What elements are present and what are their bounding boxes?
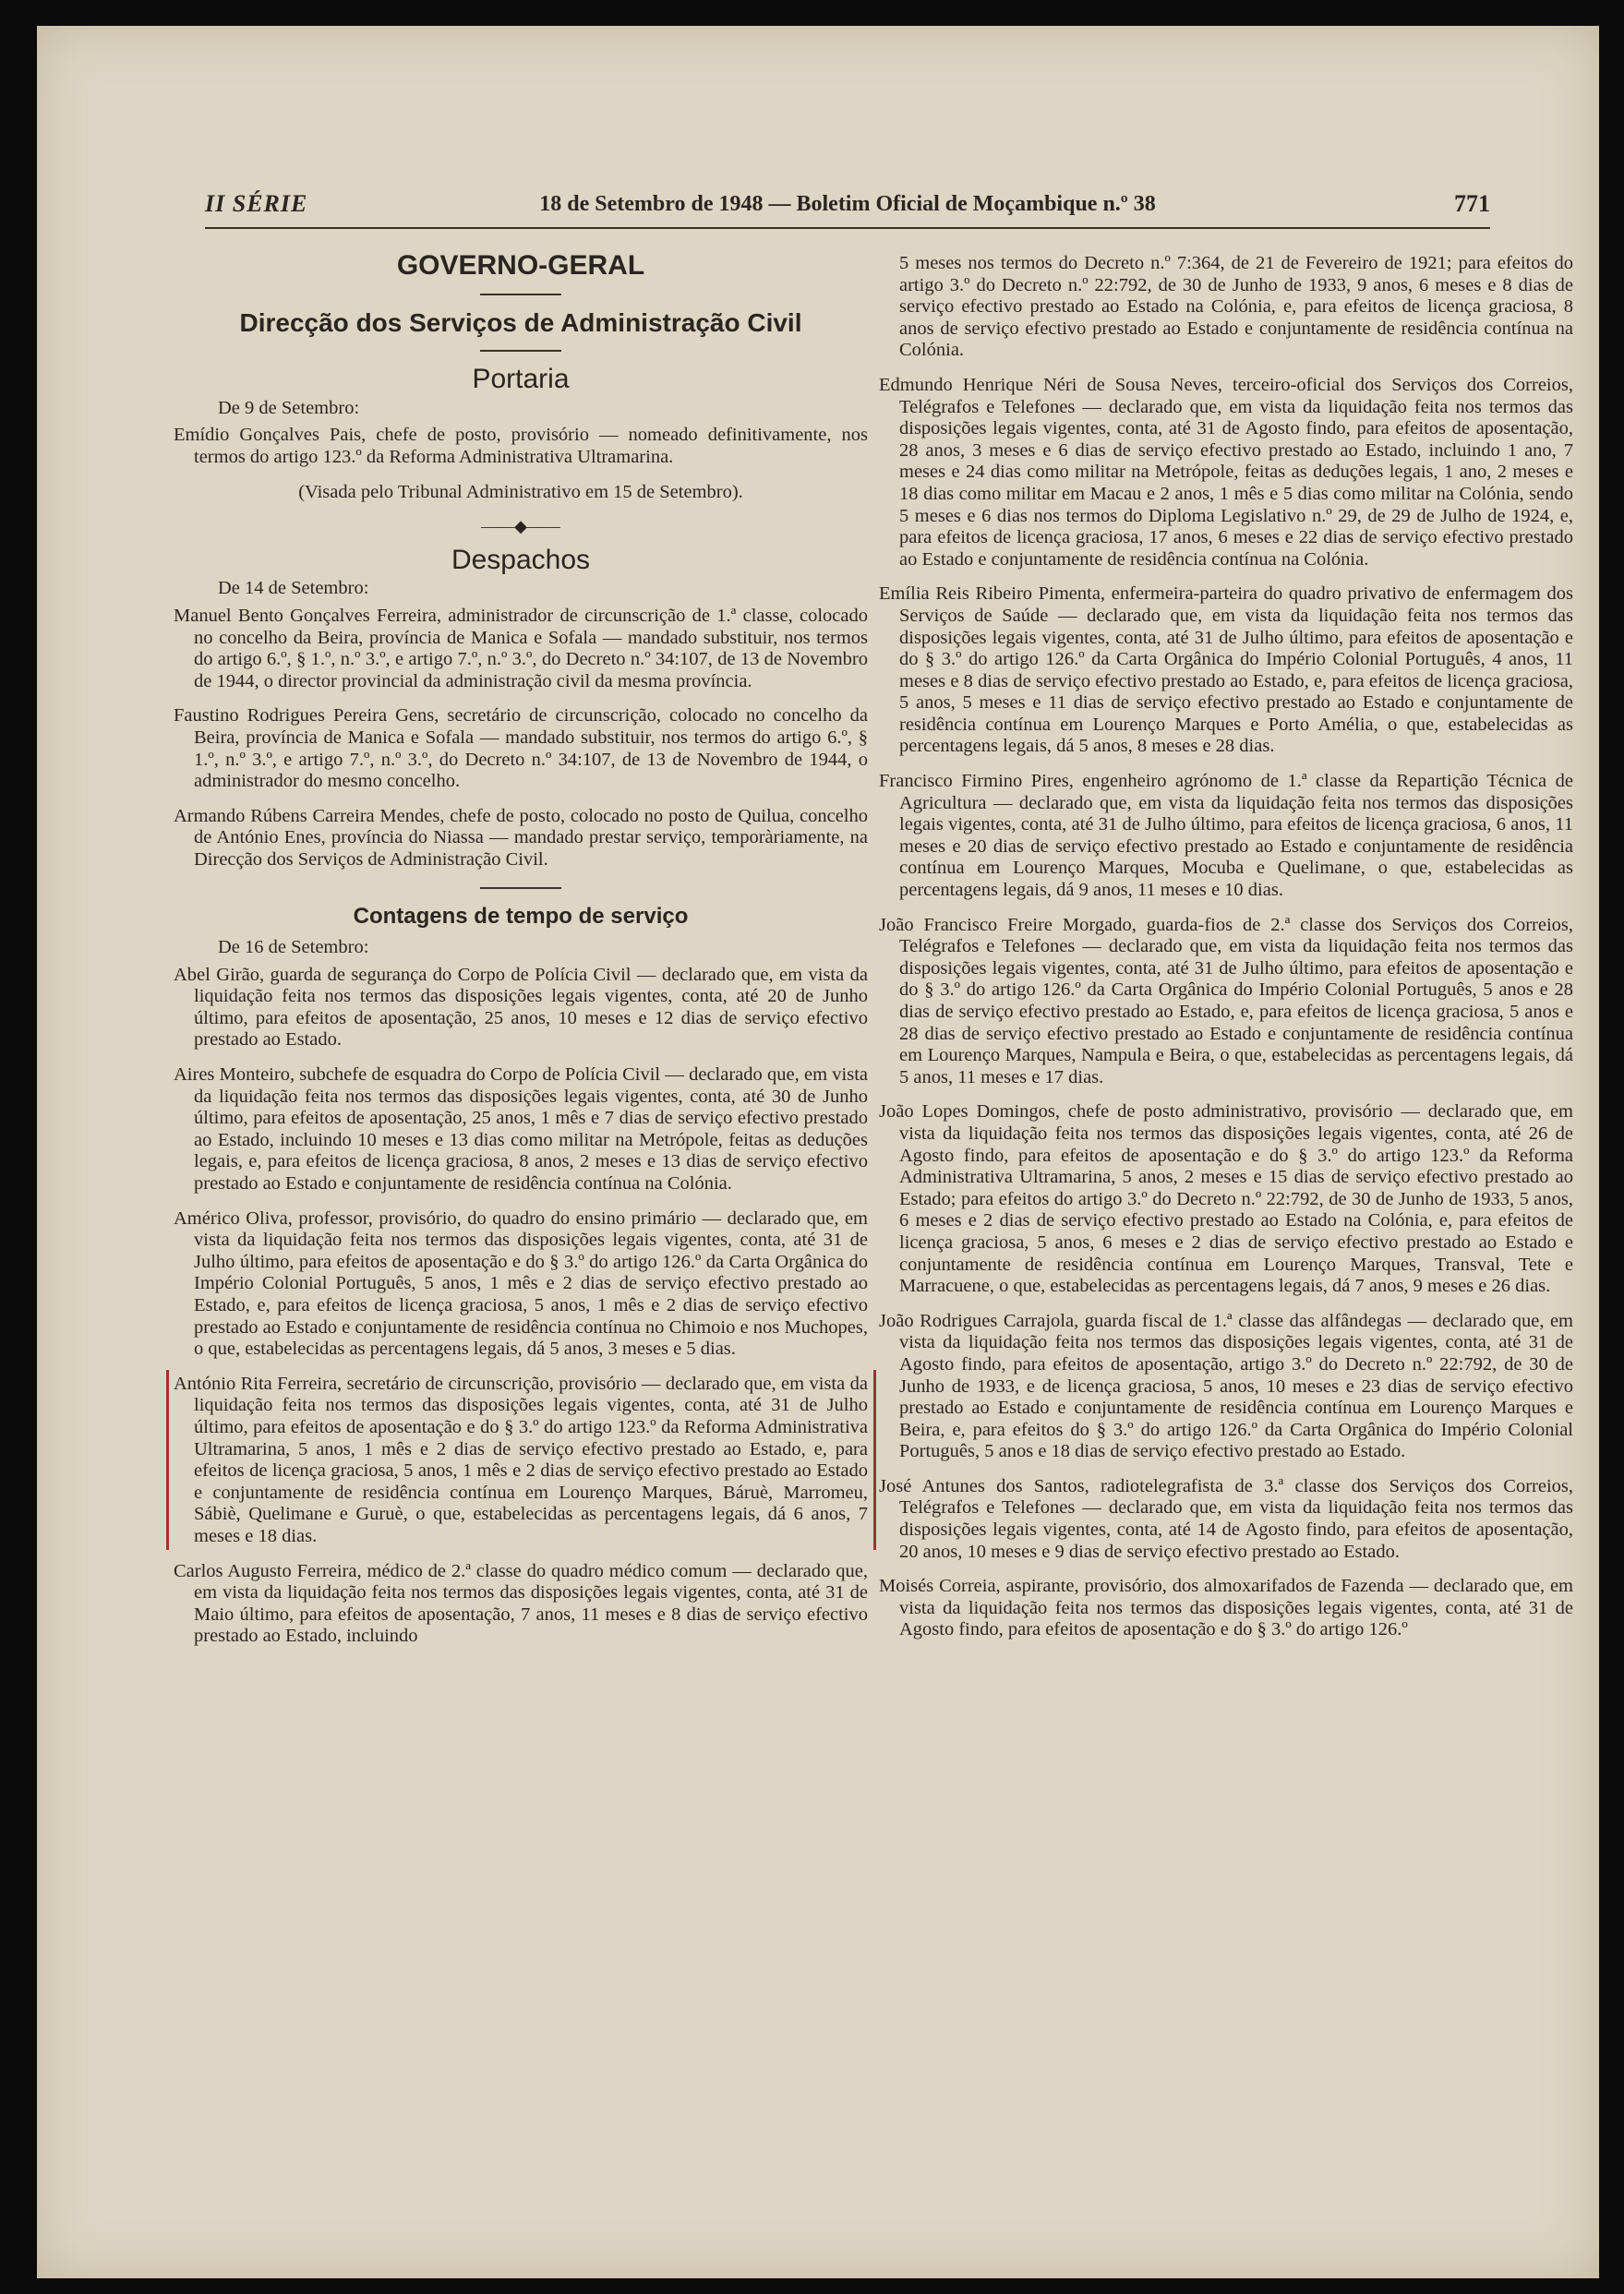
service-count-entry-marked: António Rita Ferreira, secretário de circunscrição, provisório — declarado que, em vista da liquidação feita nos termos das disposições legais vigentes, conta, até 31 de Julho último, para efeitos de aposentação e do § 3.º do artigo 123.º da Reforma Administrativa Ultramarina, 5 anos, 1 mês e 2 dias de serviço efectivo prestado ao Estado, e, para efeitos de licença graciosa, 5 anos, 1 mês e 2 dias de serviço efectivo prestado ao Estado e conjuntamente de residência contínua em Lourenço Marques, Báruè, Marromeu, Sábiè, Quelimane e Guruè, o que, estabelecidas as percentagens legais, dá 6 anos, 7 meses e 18 dias. xyxy=(174,1373,868,1546)
government-heading: GOVERNO-GERAL xyxy=(396,250,645,281)
portaria-heading: Portaria xyxy=(472,364,570,395)
divider xyxy=(480,350,561,352)
service-count-entry: Francisco Firmino Pires, engenheiro agrónomo de 1.ª classe da Repartição Técnica de Agricultura — declarado que, em vista da liquidação feita nos termos das disposições legais vigentes, conta, até 31 de Julho último, para efeitos de licença graciosa, 6 anos, 11 meses e 20 dias de serviço efectivo prestado ao Estado e conjuntamente de residência contínua em Lourenço Marques, Mocuba e Quelimane, o que, estabelecidas as percentagens legais, dá 9 anos, 11 meses e 10 dias. xyxy=(879,771,1573,901)
newspaper-page xyxy=(37,26,1599,2278)
despachos-date: De 14 de Setembro: xyxy=(218,578,369,599)
divider xyxy=(480,887,561,889)
despacho-entry: Manuel Bento Gonçalves Ferreira, administrador de circunscrição de 1.ª classe, colocado no concelho da Beira, província de Manica e Sofala — mandado substituir, nos termos do artigo 6.º, § 1.º, n.º 3.º, e artigo 7.º, n.º 3.º, do Decreto n.º 34:107, de 13 de Novembro de 1944, o director provincial da administração civil da mesma província. xyxy=(174,605,868,691)
contagens-date: De 16 de Setembro: xyxy=(218,937,369,958)
service-count-entry: José Antunes dos Santos, radiotelegrafista de 3.ª classe dos Serviços dos Correios, Telégrafos e Telefones — declarado que, em vista da liquidação feita nos termos das disposições legais vigentes, conta, até 14 de Agosto findo, para efeitos de aposentação, 20 anos, 10 meses e 9 dias de serviço efectivo prestado ao Estado. xyxy=(879,1475,1573,1562)
service-count-entry: Edmundo Henrique Néri de Sousa Neves, terceiro-oficial dos Serviços dos Correios, Telégrafos e Telefones — declarado que, em vista da liquidação feita nos termos das disposições legais vigentes, conta, até 31 de Agosto findo, para efeitos de aposentação, 28 anos, 3 meses e 6 dias de serviço efectivo prestado ao Estado, incluindo 1 ano, 7 meses e 24 dias como militar na Metrópole, feitas as deduções legais, 1 ano, 2 meses e 18 dias como militar em Macau e 2 anos, 1 mês e 5 dias como militar na Colónia, sendo 5 meses e 6 dias nos termos do Diploma Legislativo n.º 29, de 29 de Julho de 1924, e, para efeitos de licença graciosa, 17 anos, 6 meses e 22 dias de serviço efectivo prestado ao Estado e conjuntamente de residência contínua na Colónia. xyxy=(879,374,1573,570)
service-count-entry: João Rodrigues Carrajola, guarda fiscal de 1.ª classe das alfândegas — declarado que, em vista da liquidação feita nos termos das disposições legais vigentes, conta, até 31 de Agosto findo, para efeitos de aposentação, artigo 3.º do Decreto n.º 22:792, de 30 de Junho de 1933, e de licença graciosa, 5 anos, 10 meses e 23 dias de serviço efectivo prestado ao Estado e conjuntamente de residência contínua em Lourenço Marques e Beira, e, para efeitos do § 3.º do artigo 126.º da Carta Orgânica do Império Colonial Português, 5 anos e 18 dias de serviço efectivo prestado ao Estado. xyxy=(879,1310,1573,1462)
portaria-entry: Emídio Gonçalves Pais, chefe de posto, provisório — nomeado definitivamente, nos termos do artigo 123.º da Reforma Administrativa Ultramarina. xyxy=(174,425,868,467)
despachos-heading: Despachos xyxy=(451,544,591,575)
service-count-entry: Américo Oliva, professor, provisório, do quadro do ensino primário — declarado que, em vista da liquidação feita nos termos das disposições legais vigentes, conta, até 31 de Julho último, para efeitos de aposentação e do § 3.º do artigo 126.º da Carta Orgânica do Império Colonial Português, 5 anos, 1 mês e 2 dias de serviço efectivo prestado ao Estado, e, para efeitos de licença graciosa, 5 anos, 1 mês e 2 dias de serviço efectivo prestado ao Estado e conjuntamente de residência contínua no Chimoio e nos Muchopes, o que, estabelecidas as percentagens legais, dá 5 anos, 3 meses e 5 dias. xyxy=(174,1207,868,1360)
continued-entry: 5 meses nos termos do Decreto n.º 7:364, de 21 de Fevereiro de 1921; para efeitos do artigo 3.º do Decreto n.º 22:792, de 30 de Junho de 1933, 9 anos, 6 meses e 8 dias de serviço efectivo prestado ao Estado na Colónia, e, para efeitos de licença graciosa, 8 anos de serviço efectivo prestado ao Estado e conjuntamente de residência contínua na Colónia. xyxy=(899,253,1573,361)
visa-note: (Visada pelo Tribunal Administrativo em 15 de Setembro). xyxy=(298,481,743,502)
bulletin-title: 18 de Setembro de 1948 — Boletim Oficial de Moçambique n.º 38 xyxy=(539,192,1156,216)
service-count-entry: João Lopes Domingos, chefe de posto administrativo, provisório — declarado que, em vista da liquidação feita nos termos das disposições legais vigentes, conta, até 26 de Agosto findo, para efeitos de aposentação e do § 3.º do artigo 123.º da Reforma Administrativa Ultramarina, 5 anos, 2 meses e 15 dias de serviço efectivo prestado ao Estado; para efeitos do artigo 3.º do Decreto n.º 22:792, de 30 de Junho de 1933, 5 anos, 6 meses e 2 dias de serviço efectivo prestado ao Estado na Colónia, e, para efeitos de licença graciosa, 5 anos, 6 meses e 2 dias de serviço efectivo prestado ao Estado e conjuntamente de residência contínua em Lourenço Marques, Transval, Tete e Marracuene, o que, estabelecidas as percentagens legais, dá 7 anos, 9 meses e 26 dias. xyxy=(879,1101,1573,1297)
contagens-heading: Contagens de tempo de serviço xyxy=(353,904,689,930)
despacho-entry: Armando Rúbens Carreira Mendes, chefe de posto, colocado no posto de Quilua, concelho de António Enes, província do Niassa — mandado prestar serviço, temporàriamente, na Direcção dos Serviços de Administração Civil. xyxy=(174,805,868,870)
handwritten-margin-mark-right xyxy=(873,1370,876,1550)
handwritten-margin-mark-left xyxy=(166,1370,169,1550)
divider xyxy=(480,294,561,295)
series-label: II SÉRIE xyxy=(205,190,308,217)
despacho-entry: Faustino Rodrigues Pereira Gens, secretário de circunscrição, colocado no concelho da Beira, província de Manica e Sofala — mandado substituir, nos termos do artigo 6.º, § 1.º, n.º 3.º, e artigo 7.º, n.º 3.º, do Decreto n.º 34:107, de 13 de Novembro de 1944, o administrador do mesmo concelho. xyxy=(174,705,868,792)
service-count-entry: Aires Monteiro, subchefe de esquadra do Corpo de Polícia Civil — declarado que, em vista da liquidação feita nos termos das disposições legais vigentes, conta, até 30 de Junho último, para efeitos de aposentação, 25 anos, 1 mês e 7 dias de serviço efectivo prestado ao Estado, incluindo 10 meses e 13 dias como militar na Metrópole, feitas as deduções legais, e, para efeitos de licença graciosa, 8 anos, 2 meses e 13 dias de serviço efectivo prestado ao Estado e conjuntamente de residência contínua na Colónia. xyxy=(174,1064,868,1194)
directorate-heading: Direcção dos Serviços de Administração Civil xyxy=(239,307,802,337)
service-count-entry: Abel Girão, guarda de segurança do Corpo de Polícia Civil — declarado que, em vista da liquidação feita nos termos das disposições legais vigentes, conta, até 20 de Junho último, para efeitos de aposentação, 25 anos, 10 meses e 12 dias de serviço efectivo prestado ao Estado. xyxy=(174,964,868,1051)
page-header xyxy=(205,190,1490,229)
page-number: 771 xyxy=(1454,190,1490,217)
right-column xyxy=(879,253,1573,1654)
ornament-divider: ——◆—— xyxy=(481,517,560,536)
service-count-entry: Carlos Augusto Ferreira, médico de 2.ª classe do quadro médico comum — declarado que, em vista da liquidação feita nos termos das disposições legais vigentes, conta, até 31 de Maio último, para efeitos de aposentação, 7 anos, 11 meses e 8 dias de serviço efectivo prestado ao Estado, incluindo xyxy=(174,1560,868,1647)
portaria-date: De 9 de Setembro: xyxy=(218,397,360,418)
left-column xyxy=(174,250,868,1661)
service-count-entry: Emília Reis Ribeiro Pimenta, enfermeira-parteira do quadro privativo de enfermagem dos Serviços de Saúde — declarado que, em vista da liquidação feita nos termos das disposições legais vigentes, conta, até 31 de Julho último, para efeitos de aposentação e do § 3.º do artigo 126.º da Carta Orgânica do Império Colonial Português, 4 anos, 11 meses e 8 dias de serviço efectivo prestado ao Estado, e, para efeitos de licença graciosa, 5 anos, 5 meses e 11 dias de serviço efectivo prestado ao Estado e conjuntamente de residência contínua em Lourenço Marques e Porto Amélia, o que, estabelecidas as percentagens legais, dá 5 anos, 8 meses e 28 dias. xyxy=(879,583,1573,757)
service-count-entry: João Francisco Freire Morgado, guarda-fios de 2.ª classe dos Serviços dos Correios, Telégrafos e Telefones — declarado que, em vista da liquidação feita nos termos das disposições legais vigentes, conta, até 31 de Julho último, para efeitos de aposentação e do § 3.º do artigo 126.º da Carta Orgânica do Império Colonial Português, 5 anos e 28 dias de serviço efectivo prestado ao Estado, e, para efeitos de licença graciosa, 5 anos e 28 dias de serviço efectivo prestado ao Estado e conjuntamente de residência contínua em Lourenço Marques, Nampula e Beira, o que, estabelecidas as percentagens legais, dá 5 anos, 11 meses e 17 dias. xyxy=(879,914,1573,1087)
service-count-entry: Moisés Correia, aspirante, provisório, dos almoxarifados de Fazenda — declarado que, em vista da liquidação feita nos termos das disposições legais vigentes, conta, até 31 de Agosto findo, para efeitos de aposentação e do § 3.º do artigo 126.º xyxy=(879,1576,1573,1640)
